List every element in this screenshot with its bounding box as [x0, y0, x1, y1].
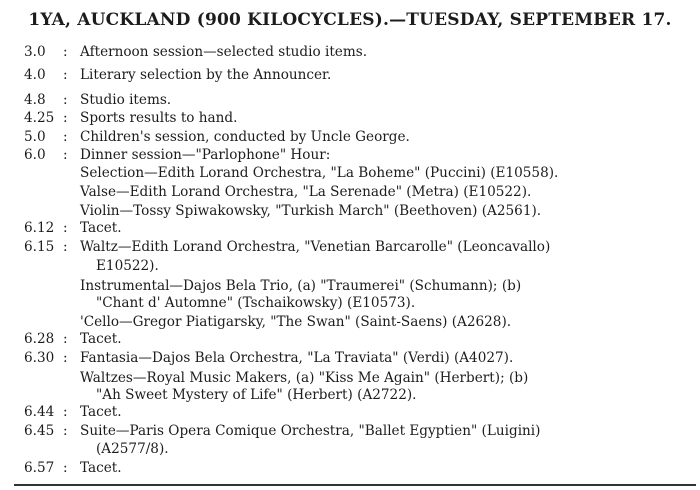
- entry-text: Sports results to hand.: [80, 110, 238, 126]
- entry-colon: :: [63, 423, 68, 439]
- entry-time: 6.15: [24, 239, 55, 255]
- programme-entry: [0, 145, 700, 165]
- entry-text: Waltzes—Royal Music Makers, (a) "Kiss Me Again" (Herbert); (b): [80, 370, 529, 386]
- entry-text: Valse—Edith Lorand Orchestra, "La Serenade" (Metra) (E10522).: [80, 184, 532, 200]
- entry-time: 6.28: [24, 331, 55, 347]
- programme-entry: [0, 163, 700, 183]
- entry-colon: :: [63, 147, 68, 163]
- entry-text: Selection—Edith Lorand Orchestra, "La Boheme" (Puccini) (E10558).: [80, 165, 559, 181]
- programme-entry: [0, 237, 700, 257]
- entry-text: E10522).: [96, 258, 159, 274]
- entry-colon: :: [63, 239, 68, 255]
- bottom-rule-divider: [14, 484, 696, 486]
- entry-colon: :: [63, 220, 68, 236]
- programme-entry: [0, 127, 700, 147]
- programme-entry: [0, 329, 700, 349]
- entry-text: Tacet.: [80, 460, 122, 476]
- entry-text: Dinner session—"Parlophone" Hour:: [80, 147, 331, 163]
- entry-colon: :: [63, 460, 68, 476]
- entry-colon: :: [63, 92, 68, 108]
- entry-time: 6.45: [24, 423, 55, 439]
- entry-text: Tacet.: [80, 404, 122, 420]
- entry-text: Afternoon session—selected studio items.: [80, 44, 368, 60]
- entry-time: 4.8: [24, 92, 46, 108]
- entry-text: Violin—Tossy Spiwakowsky, "Turkish March" (Beethoven) (A2561).: [80, 203, 542, 219]
- entry-time: 3.0: [24, 44, 46, 60]
- entry-time: 5.0: [24, 129, 46, 145]
- entry-colon: :: [63, 350, 68, 366]
- programme-entry: [0, 348, 700, 368]
- entry-text: Fantasia—Dajos Bela Orchestra, "La Traviata" (Verdi) (A4027).: [80, 350, 514, 366]
- entry-time: 4.0: [24, 67, 46, 83]
- programme-entry: [0, 90, 700, 110]
- programme-entry: [0, 108, 700, 128]
- entry-colon: :: [63, 404, 68, 420]
- programme-entry: [0, 218, 700, 238]
- programme-entry: [0, 256, 700, 276]
- entry-text: Children's session, conducted by Uncle George.: [80, 129, 410, 145]
- entry-text: "Ah Sweet Mystery of Life" (Herbert) (A2722).: [96, 387, 417, 403]
- programme-entry: [0, 293, 700, 313]
- entry-text: Instrumental—Dajos Bela Trio, (a) "Traumerei" (Schumann); (b): [80, 278, 522, 294]
- entry-time: 6.44: [24, 404, 55, 420]
- programme-entry: [0, 65, 700, 85]
- station-heading: 1YA, AUCKLAND (900 KILOCYCLES).—TUESDAY, SEPTEMBER 17.: [28, 10, 672, 30]
- programme-entry: [0, 421, 700, 441]
- entry-time: 6.12: [24, 220, 55, 236]
- entry-colon: :: [63, 67, 68, 83]
- entry-text: Suite—Paris Opera Comique Orchestra, "Ballet Egyptien" (Luigini): [80, 423, 541, 439]
- entry-colon: :: [63, 110, 68, 126]
- entry-time: 6.57: [24, 460, 55, 476]
- programme-entry: [0, 458, 700, 478]
- entry-time: 6.30: [24, 350, 55, 366]
- programme-entry: [0, 42, 700, 62]
- entry-colon: :: [63, 331, 68, 347]
- entry-time: 4.25: [24, 110, 55, 126]
- entry-text: Tacet.: [80, 331, 122, 347]
- entry-text: Tacet.: [80, 220, 122, 236]
- entry-text: Studio items.: [80, 92, 172, 108]
- programme-entry: [0, 402, 700, 422]
- entry-colon: :: [63, 129, 68, 145]
- entry-time: 6.0: [24, 147, 46, 163]
- entry-text: 'Cello—Gregor Piatigarsky, "The Swan" (Saint-Saens) (A2628).: [80, 314, 512, 330]
- entry-text: "Chant d' Automne" (Tschaikowsky) (E10573).: [96, 295, 416, 311]
- entry-text: Literary selection by the Announcer.: [80, 67, 332, 83]
- entry-colon: :: [63, 44, 68, 60]
- programme-entry: [0, 182, 700, 202]
- entry-text: (A2577/8).: [96, 441, 169, 457]
- programme-entry: [0, 439, 700, 459]
- entry-text: Waltz—Edith Lorand Orchestra, "Venetian Barcarolle" (Leoncavallo): [80, 239, 551, 255]
